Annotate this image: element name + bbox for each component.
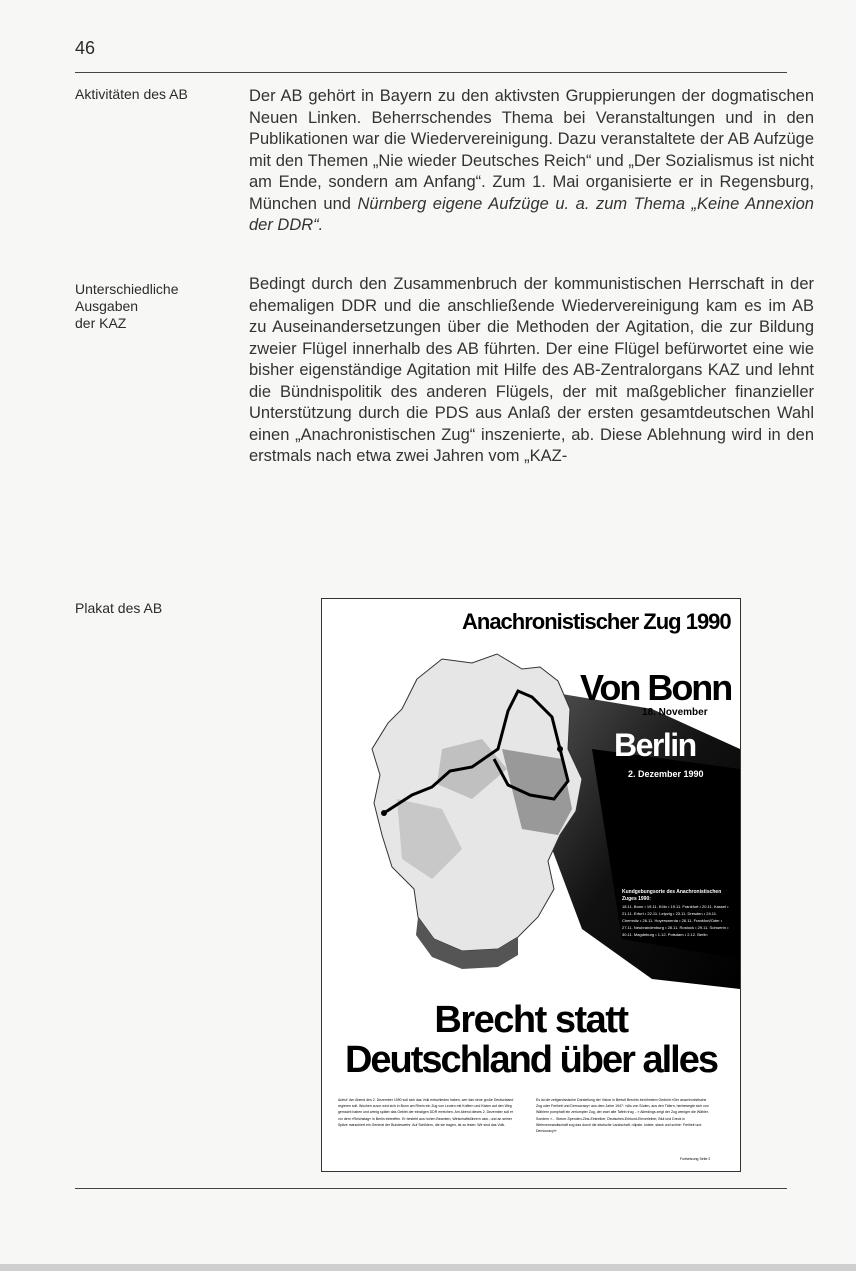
poster-image: [321, 598, 741, 1172]
footer-rule: [75, 1188, 787, 1189]
poster-legend-body: 18.11. Bonn • 19.11. Köln • 19.11. Frankfurt • 20.11. Kassel • 21.11. Erfurt • 22.11. Leipzig • 23.11. Dresden • 24.11. Chemnitz • 26.11. Hoyerswerda • 26.11. Frankfurt/Oder • 27.11. Neubrandenburg • 28.11. Rostock • 29.11. Schwerin • 30.11. Magdeburg • 1.12. Potsdam • 2.12. Berlin: [622, 904, 729, 937]
poster-caption-right: Es ist die zeitgenössische Darstellung der Vision in Bertolt Brechts berühmtem Gedicht »Der anachronistische Zug oder Freiheit und Democracy« aus dem Jahre 1947: »Als von Süden, aus den Tälern, herbewegte sich von Wählern pomphaft ein zerlumpter Zug, der zwei alte Tafeln trug ...« Allerdings zeigt der Zug weniger die Wähler. Sondern »... Steuer-Spenden-Zins-Eintreiber, Deutsches-Erblund-Einverleiber, Blut und Dreck in Wehrverwandtschaft zog das durch die deutsche Landschaft, rülpste, kotzte, stank und schrie: Freiheit und Democracy!«: [536, 1098, 709, 1134]
poster-slogan-line1: Brecht statt: [434, 999, 628, 1041]
paragraph-kaz: Bedingt durch den Zusammenbruch der kommunistischen Herrschaft in der ehemaligen DDR und die anschließende Wiedervereinigung kam es im AB zu Auseinandersetzungen über die Methoden der Agitation, die zur Bildung zweier Flügel innerhalb des AB führten. Der eine Flügel befürwortet eine wie bisher eigenständige Agitation mit Hilfe des AB-Zentralorgans KAZ und lehnt die Bündnispolitik des anderen Flügels, der mit maßgeblicher finanzieller Unterstützung durch die PDS aus Anlaß der ersten gesamtdeutschen Wahl einen „Anachronistischen Zug“ inszenierte, ab. Diese Ablehnung wird in den erstmals nach etwa zwei Jahren vom „KAZ-: [249, 275, 814, 465]
poster-slogan-line2: Deutschland über alles: [344, 1039, 717, 1081]
poster-caption-left: Aufruf: Am Abend des 2. Dezember 1990 soll sich das Volk entschieden haben, wer das neue große Deutschland regieren soll. Wochen zuvor wird sich in Bonn am Rhein ein Zug von Leuten mit Koffern und Kisten auf den Weg gemacht haben und wenig später das Gebiet der einstigen DDR erreichen. Am Abend dieses 2. Dezember soll er vor dem »Reichstag« in Berlin eintreffen. Er besteht aus hohen Beamten, Wirtschaftsführern usw., und an seiner Spitze marschiert ein General der Bundeswehr. Auf Schildern, die sie tragen, ist zu lesen: Wir sind das Volk.: [338, 1098, 514, 1127]
poster-berlin-date: 2. Dezember 1990: [628, 769, 704, 779]
poster-continued: Fortsetzung Seite 2: [680, 1157, 711, 1161]
paragraph-activities: [249, 86, 814, 237]
header-rule: [75, 72, 787, 73]
poster-berlin: Berlin: [614, 727, 696, 763]
page-number: 46: [75, 38, 96, 58]
paragraph-activities-text: Der AB gehört in Bayern zu den aktivsten Gruppierungen der dogmatischen Neuen Linken. Beherrschendes Thema bei Veranstaltungen und in den Publikationen war die Wiedervereinigung. Dazu veranstaltete der AB Aufzüge mit den Themen „Nie wieder Deutsches Reich“ und „Der Sozialismus ist nicht am Ende, sondern am Anfang“. Zum 1. Mai organisierte er in Regensburg, München und: [249, 87, 814, 213]
margin-note-poster: Plakat des AB: [75, 600, 163, 616]
poster-bonn-date: 18. November: [642, 707, 708, 718]
margin-note-activities: Aktivitäten des AB: [75, 86, 188, 102]
margin-note-kaz-editions: Unterschiedliche Ausgaben der KAZ: [75, 281, 179, 331]
paragraph-activities-italic: Nürnberg eigene Aufzüge u. a. zum Thema „Keine Annexion der DDR“.: [249, 194, 814, 234]
scan-edge: [0, 1264, 856, 1271]
poster-legend: [622, 889, 734, 938]
poster-legend-title: Kundgebungsorte des Anachronistischen Zuges 1990:: [622, 889, 722, 902]
poster-von-bonn: Von Bonn: [580, 667, 732, 708]
poster-headline: Anachronistischer Zug 1990: [462, 609, 731, 634]
